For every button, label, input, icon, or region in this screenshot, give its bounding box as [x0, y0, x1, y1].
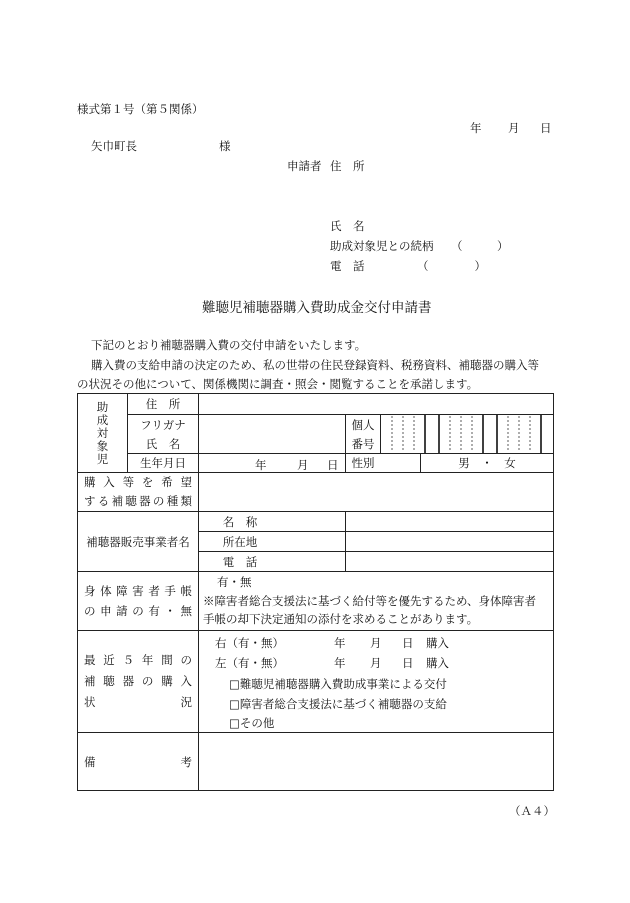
addressee: 矢巾町長 [91, 139, 137, 153]
remarks-input[interactable] [199, 733, 554, 791]
left-purchase: 購入 [426, 656, 449, 670]
right-purchase: 購入 [426, 636, 449, 650]
recent-purchase-label: 最近５年間の 補聴器の購入 状 況 [78, 631, 199, 733]
handbook-note-1: ※障害者総合支援法に基づく給付等を優先するため、身体障害者 [203, 593, 537, 608]
application-table [77, 393, 554, 791]
right-month: 月 [370, 636, 382, 650]
personal-number-label-2: 番号 [346, 434, 381, 454]
child-furigana-label: フリガナ [128, 415, 199, 435]
seller-phone-input[interactable] [346, 552, 554, 572]
left-year: 年 [334, 656, 346, 670]
desired-type-label: 購入等を希望 する補聴器の種類 [78, 473, 199, 512]
applicant-address-label: 住 所 [330, 159, 365, 173]
phone-field[interactable]: （ ） [417, 259, 486, 273]
child-address-label: 住 所 [128, 394, 199, 415]
intro-line-1: 下記のとおり補聴器購入費の交付申請をいたします。 [91, 338, 367, 352]
date-month: 月 [508, 121, 520, 135]
recent-purchase-cell [199, 631, 554, 733]
relation-field[interactable]: （ ） [451, 239, 509, 253]
seller-name-input[interactable] [346, 512, 554, 532]
checkbox-subsidy[interactable]: □難聴児補聴器購入費助成事業による交付 [229, 677, 447, 691]
birth-year: 年 [255, 458, 267, 472]
applicant-label: 申請者 [287, 159, 322, 173]
seller-location-label: 所在地 [199, 532, 346, 552]
right-year: 年 [334, 636, 346, 650]
intro-line-3: の状況その他について、関係機関に調査・照会・閲覧することを承諾します。 [77, 377, 479, 391]
left-month: 月 [370, 656, 382, 670]
handbook-choice[interactable]: 有・無 [217, 575, 252, 589]
document-title: 難聴児補聴器購入費助成金交付申請書 [202, 300, 432, 316]
birth-day: 日 [327, 458, 339, 472]
child-section-label: 助 成 対 象 児 [78, 394, 128, 473]
child-address-input[interactable] [199, 394, 554, 415]
handbook-note-2: 手帳の却下決定通知の添付を求めることがあります。 [203, 612, 479, 626]
personal-number-label-1: 個人 [346, 415, 381, 435]
birthdate-label: 生年月日 [128, 454, 199, 473]
left-ear[interactable]: 左（有・無） [215, 656, 284, 670]
remarks-label: 備 考 [78, 733, 199, 791]
gender-options[interactable]: 男 ・ 女 [421, 454, 554, 473]
applicant-phone-label: 電 話 [330, 259, 365, 273]
gender-label: 性別 [346, 454, 421, 473]
seller-name-label: 名 称 [199, 512, 346, 532]
checkbox-support-act[interactable]: □障害者総合支援法に基づく補聴器の支給 [229, 697, 447, 711]
paper-size: （Ａ４） [509, 804, 555, 818]
birth-month: 月 [297, 458, 309, 472]
handbook-cell [199, 572, 554, 631]
desired-type-input[interactable] [199, 473, 554, 512]
form-number: 様式第１号（第５関係） [77, 102, 204, 116]
checkbox-other[interactable]: □その他 [229, 716, 275, 730]
child-name-input[interactable] [199, 415, 346, 454]
seller-location-input[interactable] [346, 532, 554, 552]
seller-label: 補聴器販売事業者名 [78, 512, 199, 572]
addressee-sama: 様 [219, 139, 231, 153]
applicant-name-label: 氏 名 [330, 219, 365, 233]
date-year: 年 [470, 121, 482, 135]
personal-number-boxes[interactable] [381, 415, 554, 454]
handbook-label: 身体障害者手帳 の申請の有・無 [78, 572, 199, 631]
personal-number-grid [381, 415, 553, 453]
child-name-label: 氏 名 [128, 434, 199, 454]
left-day: 日 [402, 656, 414, 670]
birthdate-input[interactable] [199, 454, 346, 473]
intro-line-2: 購入費の支給申請の決定のため、私の世帯の住民登録資料、税務資料、補聴器の購入等 [91, 358, 540, 372]
right-ear[interactable]: 右（有・無） [215, 636, 284, 650]
date-day: 日 [540, 121, 552, 135]
relation-label: 助成対象児との続柄 [330, 239, 434, 253]
seller-phone-label: 電 話 [199, 552, 346, 572]
right-day: 日 [402, 636, 414, 650]
